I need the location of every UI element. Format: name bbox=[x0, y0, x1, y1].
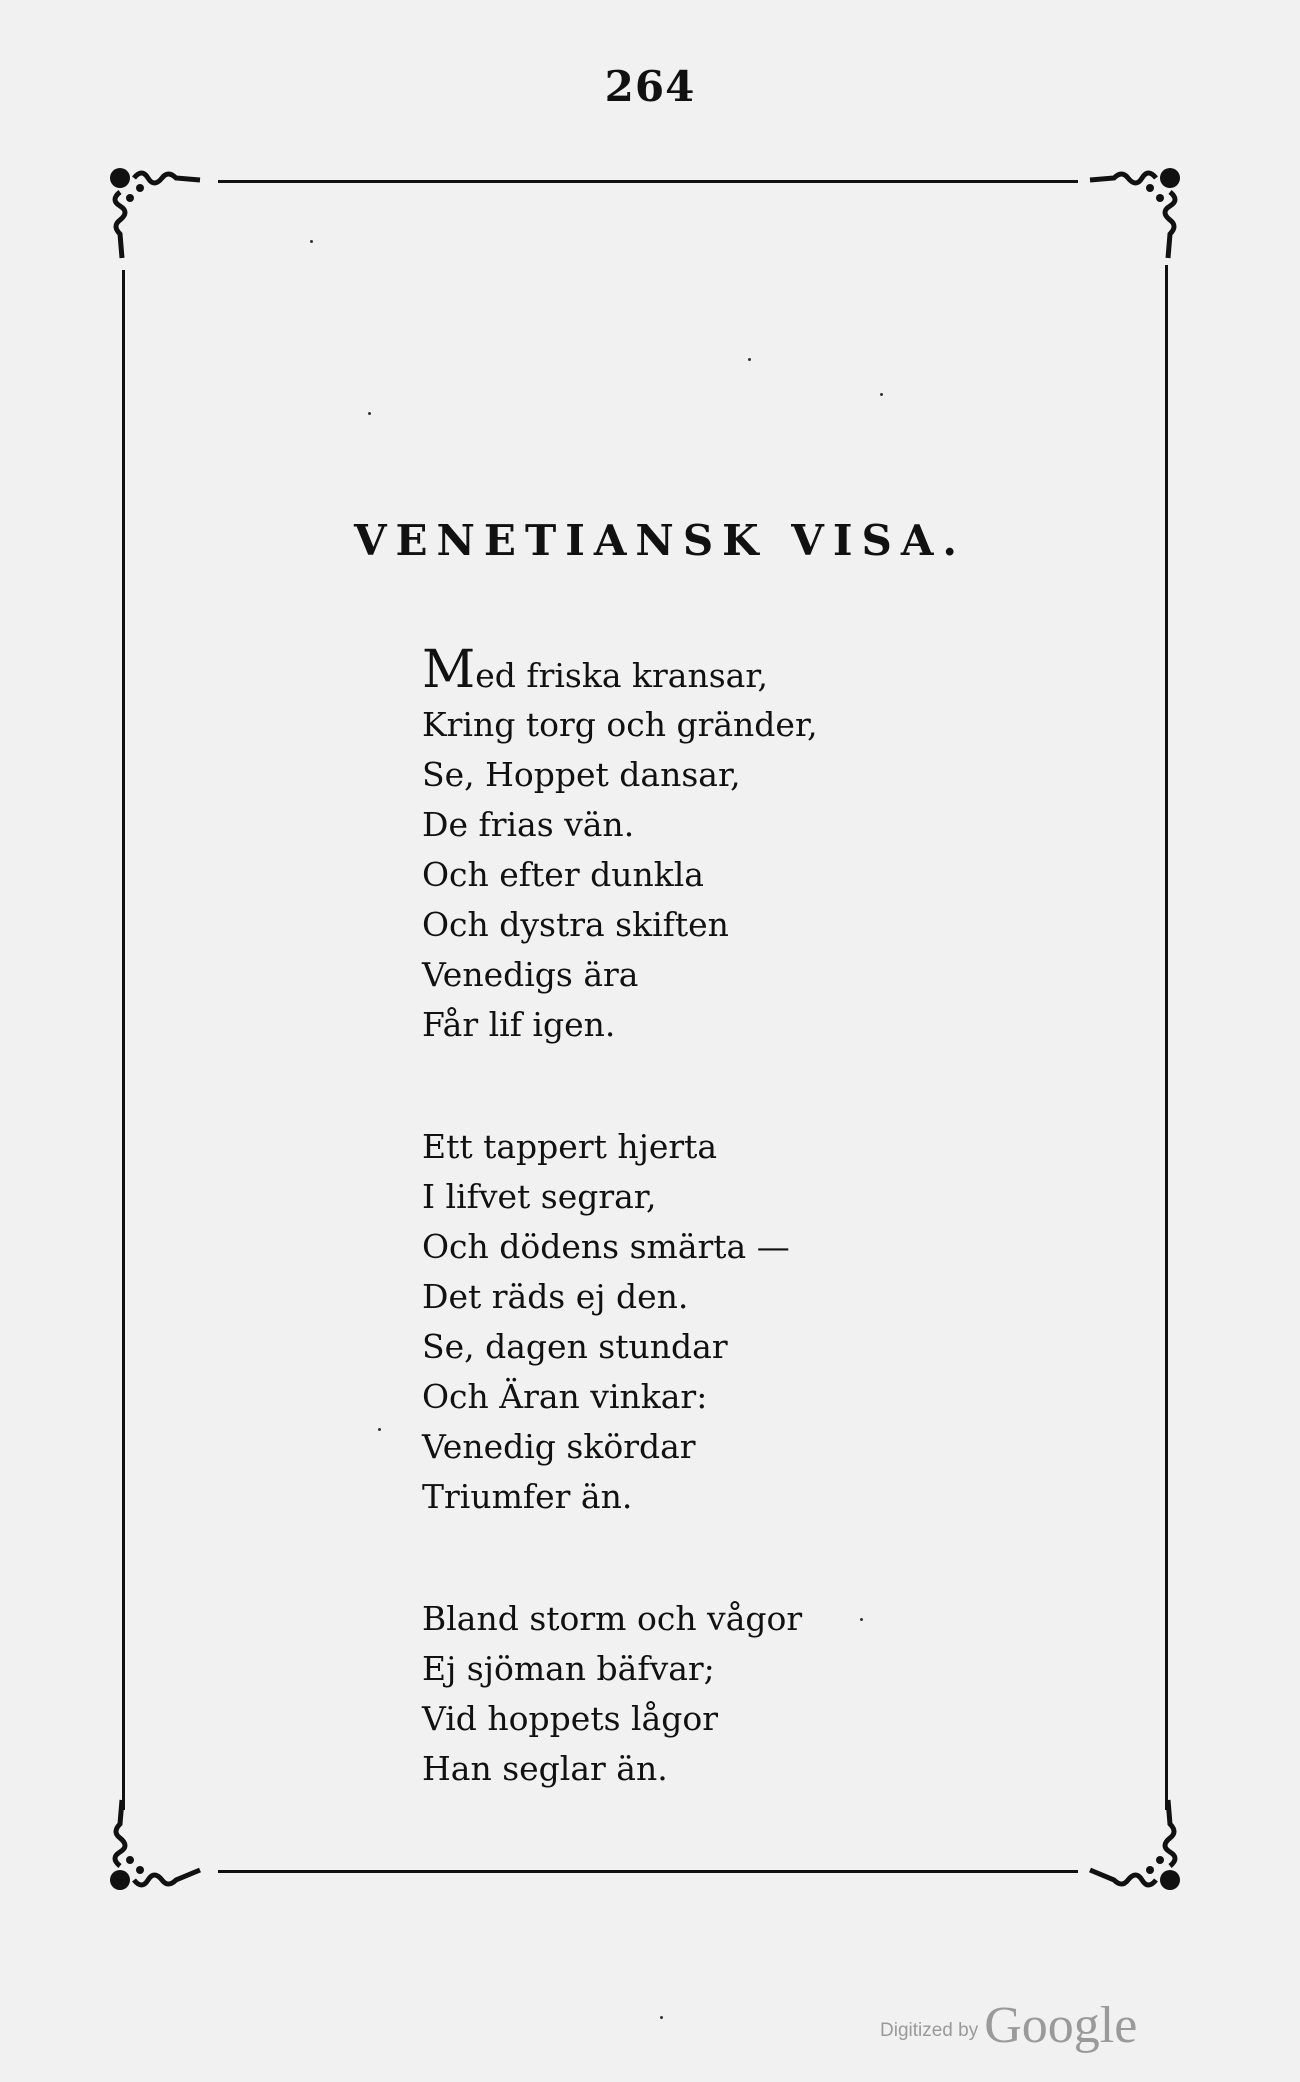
verse-line: Och dödens smärta — bbox=[422, 1227, 790, 1266]
scan-speck bbox=[860, 1618, 863, 1621]
verse-line: Får lif igen. bbox=[422, 1005, 616, 1044]
verse-line: Vid hoppets lågor bbox=[422, 1699, 719, 1738]
verse-line: Kring torg och gränder, bbox=[422, 705, 818, 744]
verse-line: Triumfer än. bbox=[422, 1477, 633, 1516]
verse-line: De frias vän. bbox=[422, 805, 635, 844]
verse-line: Och efter dunkla bbox=[422, 855, 704, 894]
scan-speck bbox=[378, 1428, 381, 1431]
scan-speck bbox=[660, 2016, 663, 2019]
floral-corner-ornament-icon bbox=[1080, 1790, 1190, 1900]
verse-line: Det räds ej den. bbox=[422, 1277, 689, 1316]
verse-line: Se, dagen stundar bbox=[422, 1327, 728, 1366]
verse-line: Venedig skördar bbox=[422, 1427, 696, 1466]
attribution-brand: Google bbox=[984, 1997, 1138, 2054]
verse-line bbox=[422, 640, 818, 700]
stanza-2 bbox=[422, 1122, 818, 1522]
scan-speck bbox=[368, 412, 371, 415]
floral-corner-ornament-icon bbox=[100, 158, 210, 268]
verse-line: I lifvet segrar, bbox=[422, 1177, 657, 1216]
scan-speck bbox=[310, 240, 313, 243]
verse-line: Ett tappert hjerta bbox=[422, 1127, 718, 1166]
frame-top-rule bbox=[218, 180, 1078, 183]
frame-bottom-rule bbox=[218, 1870, 1078, 1873]
scan-speck bbox=[748, 358, 751, 361]
verse-line: Bland storm och vågor bbox=[422, 1599, 803, 1638]
frame-left-rule bbox=[122, 270, 125, 1810]
stanza-1 bbox=[422, 640, 818, 1050]
digitization-attribution bbox=[880, 1996, 1137, 2055]
verse-line: Han seglar än. bbox=[422, 1749, 668, 1788]
attribution-prefix: Digitized by bbox=[880, 2020, 979, 2041]
verse-line: Och dystra skiften bbox=[422, 905, 729, 944]
verse-line: Och Äran vinkar: bbox=[422, 1377, 708, 1416]
verse-text: ed friska kransar, bbox=[475, 656, 768, 695]
verse-line: Se, Hoppet dansar, bbox=[422, 755, 741, 794]
floral-corner-ornament-icon bbox=[100, 1790, 210, 1900]
drop-cap: M bbox=[422, 640, 476, 700]
page-number: 264 bbox=[604, 62, 696, 111]
floral-corner-ornament-icon bbox=[1080, 158, 1190, 268]
stanza-3 bbox=[422, 1594, 818, 1794]
verse-line: Ej sjöman bäfvar; bbox=[422, 1649, 715, 1688]
frame-right-rule bbox=[1165, 265, 1168, 1810]
poem-body bbox=[422, 640, 818, 1794]
verse-line: Venedigs ära bbox=[422, 955, 639, 994]
scan-speck bbox=[880, 393, 883, 396]
poem-title: VENETIANSK VISA. bbox=[353, 516, 967, 565]
